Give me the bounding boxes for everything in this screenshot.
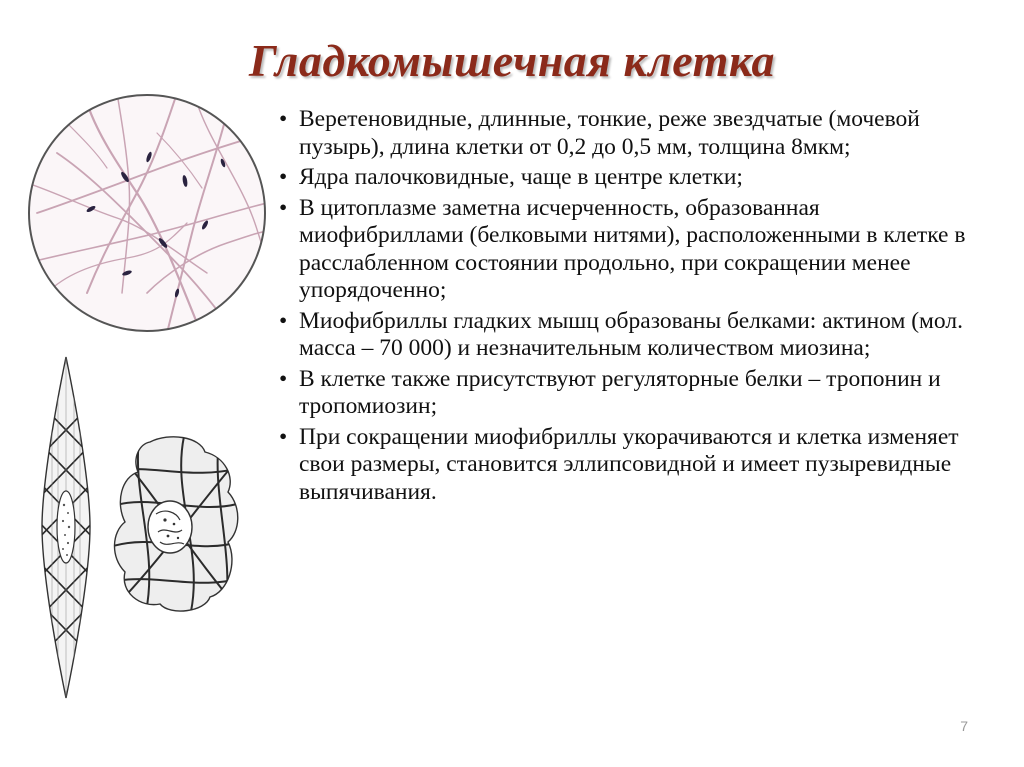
contracted-cell-drawing: [110, 432, 244, 616]
bullet-text: Ядра палочковидные, чаще в центре клетки;: [299, 164, 743, 190]
list-item: [279, 164, 979, 192]
page-number: 7: [960, 718, 968, 734]
bullet-text: В клетке также присутствуют регуляторные белки – тропонин и тропомиозин;: [299, 365, 941, 419]
bullet-icon: •: [279, 106, 288, 132]
bullet-icon: •: [279, 307, 288, 334]
bullet-text: Миофибриллы гладких мышц образованы белками: актином (мол. масса – 70 000) и незначительным количеством миозина;: [299, 307, 963, 361]
bullet-text: В цитоплазме заметна исчерченность, образованная миофибриллами (белковыми нитями), расположенными в клетке в расслабленном состоянии продольно, при сокращении менее упорядоченно;: [299, 194, 966, 303]
bullet-icon: •: [279, 164, 288, 190]
list-item: [279, 424, 979, 507]
bullet-icon: •: [279, 365, 288, 392]
list-item: [279, 106, 979, 161]
bullet-icon: •: [279, 423, 288, 450]
micrograph-image: [27, 93, 267, 333]
list-item: [279, 366, 979, 421]
list-item: [279, 308, 979, 363]
slide-title: Гладкомышечная клетка: [248, 35, 776, 86]
bullet-icon: •: [279, 194, 288, 221]
spindle-cell-drawing: [32, 355, 100, 700]
bullet-text: При сокращении миофибриллы укорачиваются и клетка изменяет свои размеры, становится эллипсовидной и имеет пузыревидные выпячивания.: [299, 423, 959, 505]
bullet-list: [279, 106, 979, 509]
bullet-text: Веретеновидные, длинные, тонкие, реже звездчатые (мочевой пузырь), длина клетки от 0,2 до 0,5 мм, толщина 8мкм;: [299, 106, 920, 160]
list-item: [279, 195, 979, 305]
